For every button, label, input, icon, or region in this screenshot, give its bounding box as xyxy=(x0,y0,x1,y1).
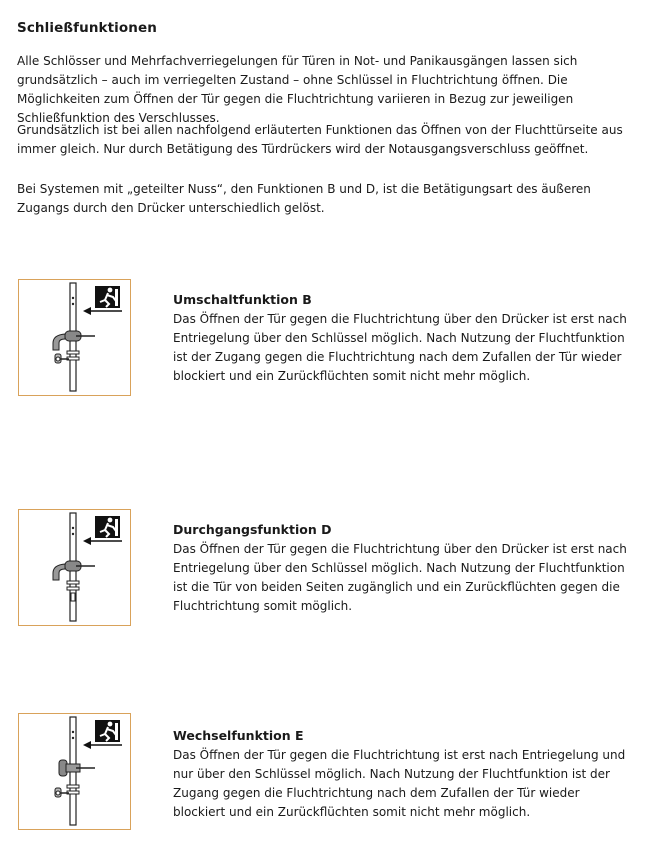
function-d-text: Das Öffnen der Tür gegen die Fluchtrichtung über den Drücker ist erst nach Entriegelung über den Schlüssel möglich. Nach Nutzung der Fluchtfunktion ist die Tür von beiden Seiten zugänglich und ein Zurückflüchten gegen die Fluchtrichtung somit möglich. xyxy=(173,542,627,613)
function-e-title: Wechselfunktion E xyxy=(173,728,304,743)
function-b-text: Das Öffnen der Tür gegen die Fluchtrichtung über den Drücker ist erst nach Entriegelung über den Schlüssel möglich. Nach Nutzung der Fluchtfunktion ist der Zugang gegen die Fluchtrichtung nach dem Zufallen der Tür wieder blockiert und ein Zurückflüchten somit nicht mehr möglich. xyxy=(173,312,627,383)
intro-paragraph-2: Grundsätzlich ist bei allen nachfolgend erläuterten Funktionen das Öffnen von der Fluchttürseite aus immer gleich. Nur durch Betätigung des Türdrückers wird der Notausgangsverschluss geöffnet. xyxy=(17,123,623,156)
arrow-left-icon xyxy=(83,741,122,749)
function-d-title: Durchgangsfunktion D xyxy=(173,522,332,537)
figure-wechselfunktion-e xyxy=(18,713,131,830)
function-e-text: Das Öffnen der Tür gegen die Fluchtrichtung ist erst nach Entriegelung und nur über den Schlüssel möglich. Nach Nutzung der Fluchtfunktion ist der Zugang gegen die Fluchtrichtung nach dem Zufallen der Tür wieder blockiert und ein Zurückflüchten somit nicht mehr möglich. xyxy=(173,748,626,819)
function-e-block xyxy=(173,727,628,822)
figure-umschaltfunktion-b xyxy=(18,279,131,396)
figure-durchgangsfunktion-d xyxy=(18,509,131,626)
function-d-block xyxy=(173,521,628,616)
function-b-block xyxy=(173,291,628,386)
lock-diagram-e-icon xyxy=(19,714,129,828)
page-title: Schließfunktionen xyxy=(17,20,157,36)
emergency-exit-sign-icon xyxy=(95,516,120,538)
lock-diagram-b-icon xyxy=(19,280,129,394)
intro-paragraph-1: Alle Schlösser und Mehrfachverriegelungen für Türen in Not- und Panikausgängen lassen sich grundsätzlich – auch im verriegelten Zustand – ohne Schlüssel in Fluchtrichtung öffnen. Die Möglichkeiten zum Öffnen der Tür gegen die Fluchtrichtung variieren in Bezug zur jeweiligen Schließfunktion des Verschlusses. xyxy=(17,54,578,125)
arrow-left-icon xyxy=(83,537,122,545)
lock-diagram-d-icon xyxy=(19,510,129,624)
emergency-exit-sign-icon xyxy=(95,286,120,308)
arrow-left-icon xyxy=(83,307,122,315)
door-knob-icon xyxy=(59,760,95,776)
function-b-title: Umschaltfunktion B xyxy=(173,292,312,307)
emergency-exit-sign-icon xyxy=(95,720,120,742)
intro-paragraph-3: Bei Systemen mit „geteilter Nuss“, den Funktionen B und D, ist die Betätigungsart des äußeren Zugangs durch den Drücker unterschiedlich gelöst. xyxy=(17,182,591,215)
